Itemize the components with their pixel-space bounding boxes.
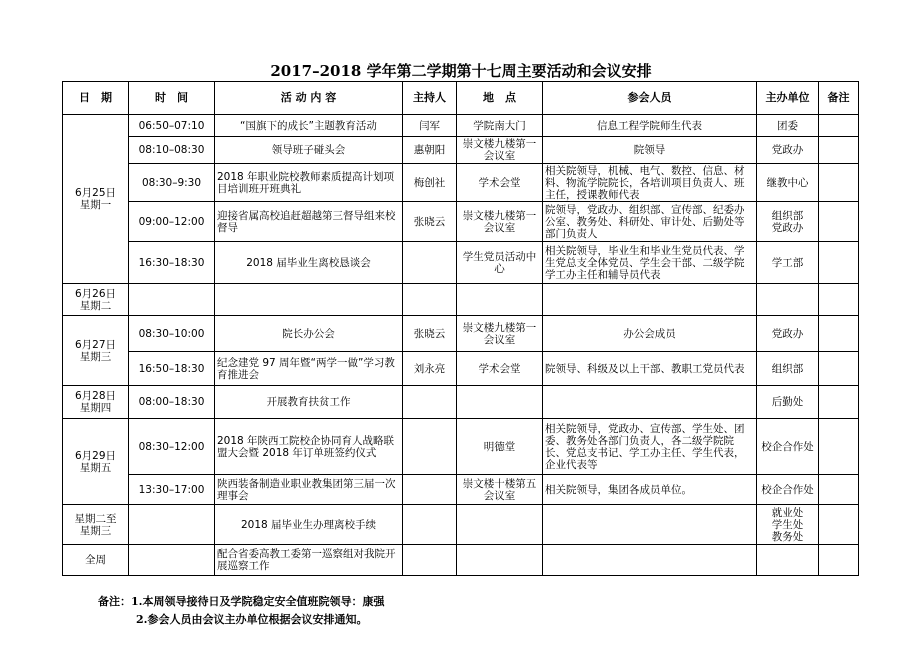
header-place: 地 点 <box>457 82 543 115</box>
org-cell: 党政办 <box>757 316 819 352</box>
remark-cell <box>819 164 859 202</box>
place-cell: 明德堂 <box>457 419 543 475</box>
table-row <box>63 386 859 419</box>
table-row <box>63 419 859 475</box>
content-cell: “国旗下的成长”主题教育活动 <box>215 115 403 137</box>
place-cell: 崇文楼九楼第一会议室 <box>457 202 543 242</box>
content-cell: 2018 年陕西工院校企协同育人战略联盟大会暨 2018 年订单班签约仪式 <box>215 419 403 475</box>
host-cell: 刘永亮 <box>403 352 457 386</box>
time-cell <box>129 284 215 316</box>
place-cell <box>457 386 543 419</box>
remark-cell <box>819 352 859 386</box>
table-row <box>63 115 859 137</box>
date-cell: 6月26日 星期二 <box>63 284 129 316</box>
time-cell: 09:00–12:00 <box>129 202 215 242</box>
host-cell <box>403 242 457 284</box>
time-cell: 06:50–07:10 <box>129 115 215 137</box>
header-row <box>63 82 859 115</box>
footnotes <box>98 593 384 629</box>
host-cell: 张晓云 <box>403 202 457 242</box>
table-row <box>63 545 859 576</box>
org-cell: 继教中心 <box>757 164 819 202</box>
table-row <box>63 505 859 545</box>
content-cell <box>215 284 403 316</box>
host-cell: 闫军 <box>403 115 457 137</box>
attendees-cell: 相关院领导，机械、电气、数控、信息、材料、物流学院院长，各培训项目负责人、班主任，授课教师代表 <box>543 164 757 202</box>
place-cell: 学生党员活动中心 <box>457 242 543 284</box>
date-cell: 6月25日 星期一 <box>63 115 129 284</box>
date-cell: 全周 <box>63 545 129 576</box>
date-cell: 6月27日 星期三 <box>63 316 129 386</box>
date-cell: 6月28日 星期四 <box>63 386 129 419</box>
time-cell <box>129 505 215 545</box>
header-host: 主持人 <box>403 82 457 115</box>
schedule-table <box>62 81 859 576</box>
remark-cell <box>819 284 859 316</box>
host-cell <box>403 419 457 475</box>
host-cell: 惠朝阳 <box>403 137 457 164</box>
host-cell <box>403 475 457 505</box>
remark-cell <box>819 419 859 475</box>
time-cell: 16:50–18:30 <box>129 352 215 386</box>
remark-cell <box>819 316 859 352</box>
attendees-cell <box>543 505 757 545</box>
attendees-cell: 相关院领导，毕业生和毕业生党员代表、学生党总支全体党员、学生会干部、二级学院学工办主任和辅导员代表 <box>543 242 757 284</box>
host-cell: 张晓云 <box>403 316 457 352</box>
time-cell: 13:30–17:00 <box>129 475 215 505</box>
table-row <box>63 242 859 284</box>
attendees-cell: 院领导、科级及以上干部、教职工党员代表 <box>543 352 757 386</box>
content-cell: 陕西装备制造业职业教集团第三届一次理事会 <box>215 475 403 505</box>
content-cell: 领导班子碰头会 <box>215 137 403 164</box>
place-cell: 崇文楼十楼第五会议室 <box>457 475 543 505</box>
table-row <box>63 164 859 202</box>
time-cell: 16:30–18:30 <box>129 242 215 284</box>
date-cell: 星期二至 星期三 <box>63 505 129 545</box>
footnote-2: 2.参会人员由会议主办单位根据会议安排通知。 <box>136 613 368 626</box>
table-row <box>63 284 859 316</box>
host-cell <box>403 386 457 419</box>
table-row <box>63 137 859 164</box>
attendees-cell: 办公会成员 <box>543 316 757 352</box>
place-cell <box>457 505 543 545</box>
place-cell <box>457 545 543 576</box>
remark-cell <box>819 545 859 576</box>
content-cell: 2018 届毕业生离校恳谈会 <box>215 242 403 284</box>
place-cell: 崇文楼九楼第一会议室 <box>457 137 543 164</box>
remark-cell <box>819 386 859 419</box>
org-cell: 团委 <box>757 115 819 137</box>
time-cell: 08:30–12:00 <box>129 419 215 475</box>
header-time: 时 间 <box>129 82 215 115</box>
remark-cell <box>819 242 859 284</box>
remark-cell <box>819 202 859 242</box>
header-remark: 备注 <box>819 82 859 115</box>
org-cell: 校企合作处 <box>757 419 819 475</box>
table-row <box>63 316 859 352</box>
org-cell <box>757 545 819 576</box>
org-cell: 校企合作处 <box>757 475 819 505</box>
header-attendees: 参会人员 <box>543 82 757 115</box>
footnote-1: 备注：1.本周领导接待日及学院稳定安全值班院领导：康强 <box>98 595 385 608</box>
time-cell: 08:10–08:30 <box>129 137 215 164</box>
content-cell: 迎接省属高校追赶超越第三督导组来校督导 <box>215 202 403 242</box>
host-cell <box>403 505 457 545</box>
remark-cell <box>819 137 859 164</box>
attendees-cell: 院领导，党政办、组织部、宣传部、纪委办公室、教务处、科研处、审计处、后勤处等部门负责人 <box>543 202 757 242</box>
header-org: 主办单位 <box>757 82 819 115</box>
host-cell: 梅创社 <box>403 164 457 202</box>
host-cell <box>403 545 457 576</box>
attendees-cell <box>543 386 757 419</box>
place-cell: 崇文楼九楼第一会议室 <box>457 316 543 352</box>
content-cell: 2018 年职业院校教师素质提高计划项目培训班开班典礼 <box>215 164 403 202</box>
place-cell: 学术会堂 <box>457 352 543 386</box>
table-row <box>63 202 859 242</box>
place-cell: 学院南大门 <box>457 115 543 137</box>
time-cell: 08:30–9:30 <box>129 164 215 202</box>
header-content: 活 动 内 容 <box>215 82 403 115</box>
time-cell: 08:00–18:30 <box>129 386 215 419</box>
place-cell: 学术会堂 <box>457 164 543 202</box>
attendees-cell <box>543 545 757 576</box>
org-cell: 组织部 党政办 <box>757 202 819 242</box>
page-title: 2017–2018 学年第二学期第十七周主要活动和会议安排 <box>270 62 652 80</box>
attendees-cell <box>543 284 757 316</box>
header-date: 日 期 <box>63 82 129 115</box>
org-cell: 组织部 <box>757 352 819 386</box>
content-cell: 2018 届毕业生办理离校手续 <box>215 505 403 545</box>
attendees-cell: 院领导 <box>543 137 757 164</box>
attendees-cell: 信息工程学院师生代表 <box>543 115 757 137</box>
content-cell: 配合省委高教工委第一巡察组对我院开展巡察工作 <box>215 545 403 576</box>
org-cell <box>757 284 819 316</box>
time-cell: 08:30–10:00 <box>129 316 215 352</box>
table-row <box>63 475 859 505</box>
remark-cell <box>819 505 859 545</box>
content-cell: 院长办公会 <box>215 316 403 352</box>
date-cell: 6月29日 星期五 <box>63 419 129 505</box>
attendees-cell: 相关院领导，集团各成员单位。 <box>543 475 757 505</box>
time-cell <box>129 545 215 576</box>
content-cell: 纪念建党 97 周年暨“两学一做”学习教育推进会 <box>215 352 403 386</box>
org-cell: 党政办 <box>757 137 819 164</box>
remark-cell <box>819 475 859 505</box>
table-row <box>63 352 859 386</box>
org-cell: 后勤处 <box>757 386 819 419</box>
remark-cell <box>819 115 859 137</box>
org-cell: 学工部 <box>757 242 819 284</box>
place-cell <box>457 284 543 316</box>
content-cell: 开展教育扶贫工作 <box>215 386 403 419</box>
org-cell: 就业处 学生处 教务处 <box>757 505 819 545</box>
attendees-cell: 相关院领导，党政办、宣传部、学生处、团委、教务处各部门负责人，各二级学院院长、党总支书记、学工办主任、学生代表，企业代表等 <box>543 419 757 475</box>
host-cell <box>403 284 457 316</box>
